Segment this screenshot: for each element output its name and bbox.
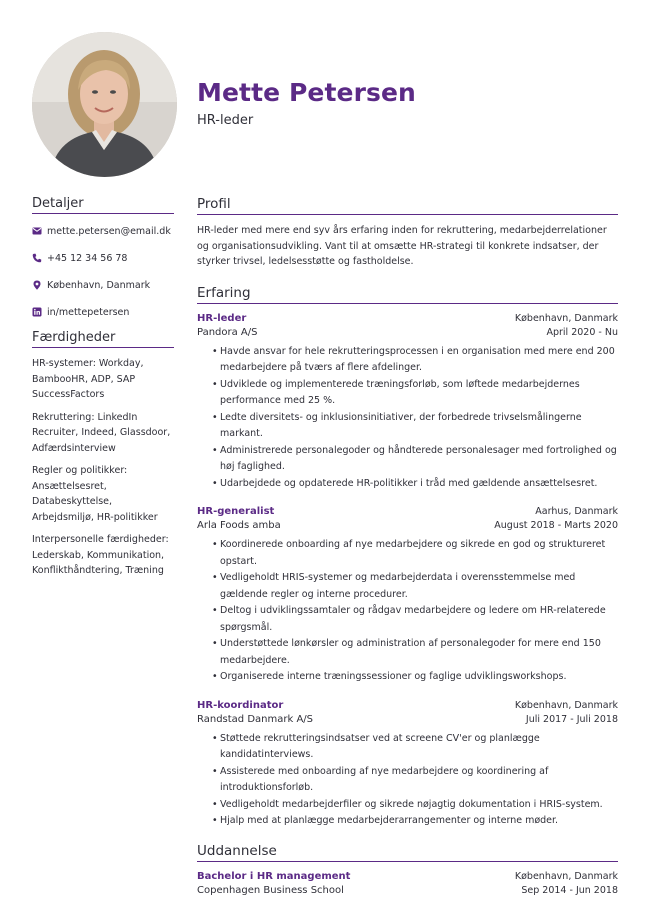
job-bullet: • Vedligeholdt medarbejderfiler og sikrede nøjagtig dokumentation i HRIS-system. [212,797,618,814]
contact-email[interactable] [32,222,174,240]
education-entry [197,870,618,898]
job-bullet: • Støttede rekrutteringsindsatser ved at screene CV'er og planlægge kandidatinterviews. [212,731,618,764]
job-title: HR-koordinator [197,699,284,711]
envelope-icon [32,226,42,236]
job-bullet: • Understøttede lønkørsler og administration af personalegoder for mere end 150 medarbejdere. [212,636,618,669]
job-entry [197,505,618,686]
education-degree: Bachelor i HR management [197,870,351,882]
education-dates: Sep 2014 - Jun 2018 [521,884,618,896]
person-name: Mette Petersen [197,78,416,107]
location-text: København, Danmark [47,279,151,291]
job-bullet: • Administrerede personalegoder og håndterede personalesager med fortrolighed og høj faglighed. [212,443,618,476]
job-bullet: • Deltog i udviklingssamtaler og rådgav medarbejdere og ledere om HR-relaterede spørgsmål. [212,603,618,636]
job-bullet: • Ledte diversitets- og inklusionsinitiativer, der forbedrede trivselsmålingerne markant. [212,410,618,443]
profile-heading: Profil [197,196,618,215]
job-location: København, Danmark [514,699,618,711]
job-title: HR-generalist [197,506,275,517]
contact-phone[interactable] [32,249,174,267]
experience-heading: Erfaring [197,285,618,304]
phone-text: +45 12 34 56 78 [47,252,128,264]
left-column [32,196,174,586]
job-dates: April 2020 - Nu [546,326,618,338]
job-dates: Juli 2017 - Juli 2018 [525,713,618,725]
job-company: Arla Foods amba [197,520,281,531]
right-column [197,196,618,911]
education-heading: Uddannelse [197,843,618,862]
linkedin-icon [32,307,42,317]
details-heading: Detaljer [32,196,174,214]
profile-text: HR-leder med mere end syv års erfaring inden for rekruttering, medarbejderrelationer og organisationsudvikling. Vant til at omsætte HR-strategi til konkrete indsatser, der styrker trivsel, ledelsesstøtte og fastholdelse. [197,225,607,267]
contact-location [32,276,174,294]
education-school: Copenhagen Business School [197,884,344,896]
job-company: Randstad Danmark A/S [197,713,314,725]
email-text: mette.petersen@email.dk [47,225,171,237]
job-company: Pandora A/S [197,326,258,338]
job-bullets [197,344,618,493]
contact-linkedin[interactable] [32,303,174,321]
education-location: København, Danmark [514,870,618,882]
skill-item: HR-systemer: Workday, BambooHR, ADP, SAP SuccessFactors [32,358,144,400]
linkedin-text: in/mettepetersen [47,306,130,318]
job-entry [197,312,618,493]
skill-item: Interpersonelle færdigheder: Lederskab, Kommunikation, Konflikthåndtering, Træning [32,534,169,576]
job-location: København, Danmark [514,312,618,324]
job-bullets [197,537,618,686]
job-title: HR-leder [197,312,247,324]
job-bullet: • Assisterede med onboarding af nye medarbejdere og koordinering af introduktionsforløb. [212,764,618,797]
job-location: Aarhus, Danmark [535,506,618,517]
job-bullet: • Vedligeholdt HRIS-systemer og medarbejderdata i overensstemmelse med gældende regler og interne procedurer. [212,570,618,603]
job-bullet: • Koordinerede onboarding af nye medarbejdere og sikrede en god og struktureret opstart. [212,537,618,570]
job-bullet: • Udviklede og implementerede træningsforløb, som løftede medarbejdernes performance med 25 %. [212,377,618,410]
person-role: HR-leder [197,113,254,128]
skills-heading: Færdigheder [32,330,174,348]
job-dates: August 2018 - Marts 2020 [494,520,618,531]
job-bullets [197,731,618,830]
skill-item: Regler og politikker: Ansættelsesret, Databeskyttelse, Arbejdsmiljø, HR-politikker [32,465,158,523]
location-pin-icon [32,280,42,290]
job-bullet: • Udarbejdede og opdaterede HR-politikker i tråd med gældende ansættelsesret. [212,476,618,493]
portrait-photo [32,32,177,177]
job-entry [197,699,618,830]
job-bullet: • Hjalp med at planlægge medarbejderarrangementer og interne møder. [212,813,618,830]
profile-photo [32,32,177,177]
phone-icon [32,253,42,263]
job-bullet: • Havde ansvar for hele rekrutteringsprocessen i en organisation med mere end 200 medarbejdere på tværs af flere afdelinger. [212,344,618,377]
job-bullet: • Organiserede interne træningssessioner og faglige udviklingsworkshops. [212,669,618,686]
skill-item: Rekruttering: LinkedIn Recruiter, Indeed, Glassdoor, Adfærdsinterview [32,411,171,454]
